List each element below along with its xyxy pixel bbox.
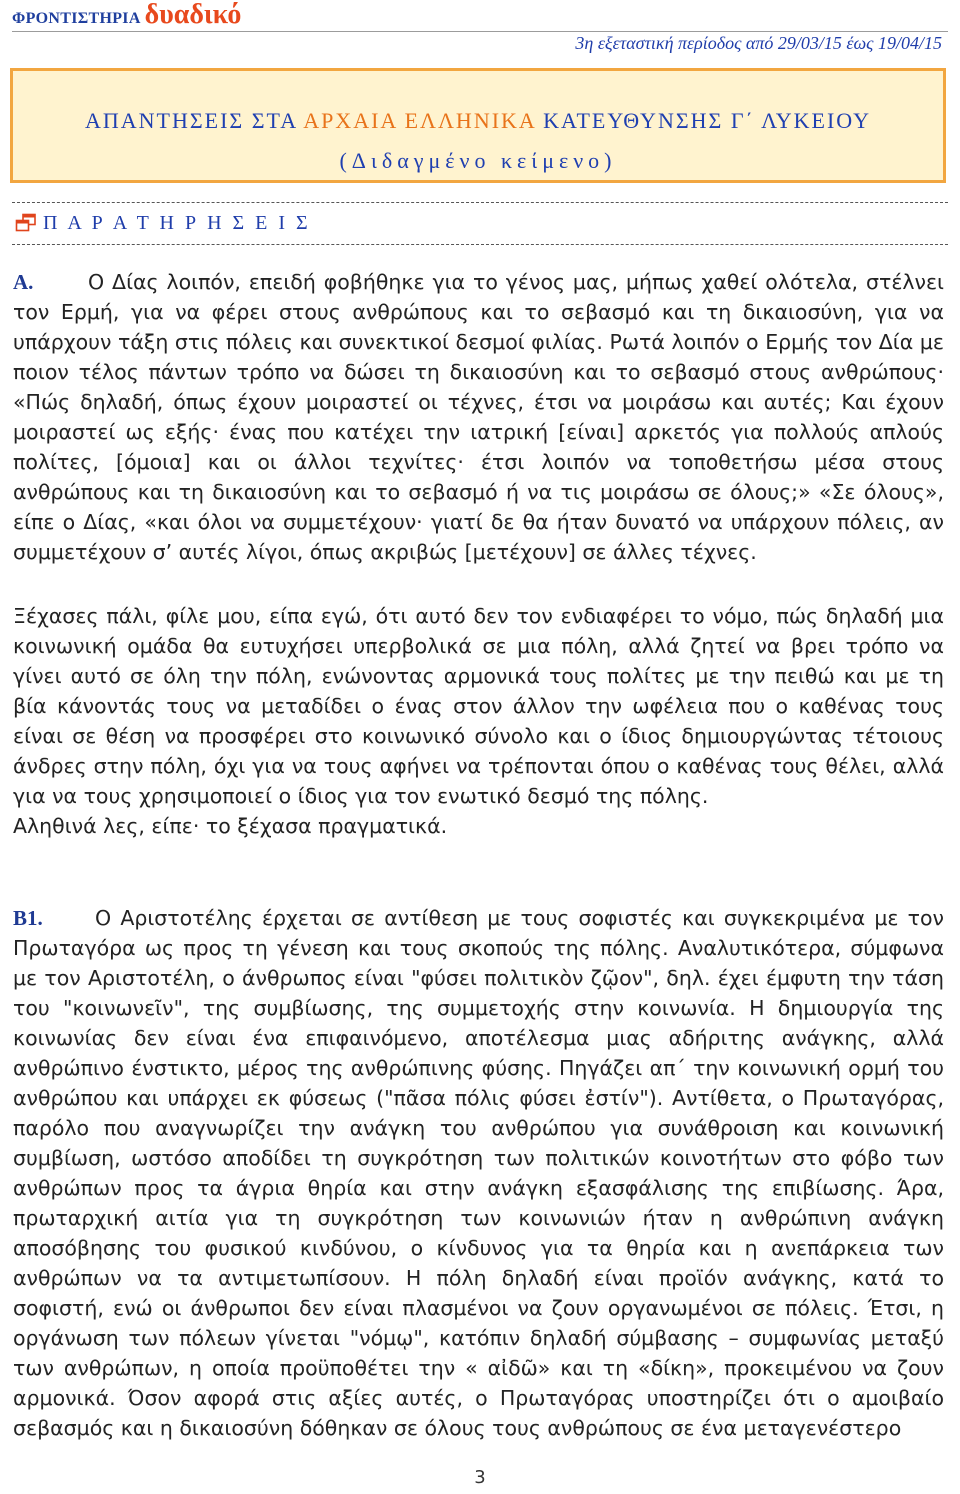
page-title [13,108,943,134]
brand-logo [12,0,241,34]
page-number: 3 [474,1467,486,1488]
exam-period: 3η εξεταστική περίοδος από 29/03/15 έως 19/04/15 [575,33,942,53]
title-box [10,68,946,183]
brand-name: δυαδικό [144,0,242,30]
brand-prefix: ΦΡΟΝΤΙΣΤΗΡΙΑ [12,10,141,27]
section-label-a: Α. [13,270,34,294]
title-part-grade: ΚΑΤΕΥΘΥΝΣΗΣ Γ΄ ΛΥΚΕΙΟΥ [543,108,871,133]
title-part-answers: ΑΠΑΝΤΗΣΕΙΣ ΣΤΑ [84,108,297,133]
answers-content [13,267,944,1443]
paragraph-a [13,267,944,567]
title-part-subject: ΑΡΧΑΙΑ ΕΛΛΗΝΙΚΑ [303,108,536,133]
page-subtitle: (Διδαγμένο κείμενο) [339,148,617,173]
paragraph-b1-text: Ο Αριστοτέλης έρχεται σε αντίθεση με τους σοφιστές και συγκεκριμένα με τον Πρωταγόρα ως προς τη γένεση και τους σκοπούς της πόλης. Αναλυτικότερα, σύμφωνα με τον Αριστοτέλη, ο άνθρωπος είναι "φύσει πολιτικὸν ζῷον", δηλ. έχει έμφυτη την τάση του "κοινωνεῖν", της συμβίωσης, της συμμετοχής στην κοινωνία. Η δημιουργία της κοινωνίας δεν είναι ένα επιφαινόμενο, αποτέλεσμα μιας αδήριτης ανάγκης, αλλά ανθρώπινο ένστικτο, μέρος της ανθρώπινης φύσης. Πηγάζει απ΄ την κοινωνική ορμή του ανθρώπου και υπάρχει εκ φύσεως ("πᾶσα πόλις φύσει ἐστίν"). Αντίθετα, ο Πρωταγόρας, παρόλο που αναγνωρίζει την ανάγκη του ανθρώπου για συνάθροιση και κοινωνική συμβίωση, ωστόσο αποδίδει τη συγκρότηση των πολιτικών κοινοτήτων στο φόβο των ανθρώπων προς τα άγρια θηρία και στην ανάγκη εξασφάλισης της επιβίωσης. Άρα, πρωταρχική αιτία για τη συγκρότηση των κοινωνιών ήταν η ανθρώπινη ανάγκη αποσόβησης του φυσικού κινδύνου, ο κίνδυνος για τα θηρία και η ανεπάρκεια των ανθρώπων να τα αντιμετωπίσουν. Η πόλη δηλαδή είναι προϊόν ανάγκης, κατά το σοφιστή, ενώ οι άνθρωποι δεν είναι πλασμένοι να ζουν οργανωμένοι σε πόλεις. Έτσι, η οργάνωση των πόλεων γίνεται "νόμῳ", κατόπιν δηλαδή σύμβασης – συμφωνίας μεταξύ των ανθρώπων, η οποία προϋποθέτει την « αἰδῶ» και τη «δίκη», προκειμένου να ζουν αρμονικά. Όσον αφορά στις αξίες αυτές, ο Πρωταγόρας υποστηρίζει ότι ο αμοιβαίο σεβασμός και η δικαιοσύνη δόθηκαν σε όλους τους ανθρώπους σε ένα μεταγενέστερο [13,906,944,1440]
dashed-divider-bottom [12,244,948,245]
dashed-divider-top [12,202,948,203]
section-label-b1: Β1. [13,906,43,930]
paragraph-a-text: Ο Δίας λοιπόν, επειδή φοβήθηκε για το γένος μας, μήπως χαθεί ολότελα, στέλνει τον Ερμή, για να φέρει στους ανθρώπους και το σεβασμό και τη δικαιοσύνη, για να υπάρχουν τάξη στις πόλεις και συνεκτικοί δεσμοί φιλίας. Ρωτά λοιπόν ο Ερμής τον Δία με ποιον τέλος πάντων τρόπο να δώσει τη δικαιοσύνη και το σεβασμό στους ανθρώπους· «Πώς δηλαδή, όπως έχουν μοιραστεί οι τέχνες, έτσι να μοιράσω και αυτές; Και έχουν μοιραστεί ως εξής· ένας που κατέχει την ιατρική [είναι] αρκετός για πολλούς απλούς πολίτες, [όμοια] και οι άλλοι τεχνίτες· έτσι λοιπόν να τοποθετήσω μέσα στους ανθρώπους και τη δικαιοσύνη και το σεβασμό ή να τις μοιράσω σε όλους;» «Σε όλους», είπε ο Δίας, «και όλοι να συμμετέχουν· γιατί δε θα ήταν δυνατό να υπάρχουν πόλεις, αν συμμετέχουν σ’ αυτές λίγοι, όπως ακριβώς [μετέχουν] σε άλλες τέχνες. [13,270,944,564]
paragraph-b1 [13,903,944,1443]
notes-heading [15,210,311,236]
windows-icon [15,213,37,233]
paragraph-a-reply: Ξέχασες πάλι, φίλε μου, είπα εγώ, ότι αυτό δεν τον ενδιαφέρει το νόμο, πώς δηλαδή μια κοινωνική ομάδα θα ευτυχήσει υπερβολικά σε μια πόλη, αλλά ζητεί να βρει τρόπο να γίνει αυτό σε όλη την πόλη, ενώνοντας αρμονικά τους πολίτες με την πειθώ και με τη βία κάνοντάς τους να μεταδίδει ο ένας στον άλλον την ωφέλεια που ο καθένας τους είναι σε θέση να προσφέρει στο κοινωνικό σύνολο και ο ίδιος δημιουργώντας τέτοιους άνδρες στην πόλη, όχι για να τους αφήνει να τρέπονται όπου ο καθένας τους θέλει, αλλά για να τους χρησιμοποιεί ο ίδιος για τον ενωτικό δεσμό της πόλης. [13,604,944,808]
paragraph-a-closing: Αληθινά λες, είπε· το ξέχασα πραγματικά. [13,814,448,838]
notes-label: Π Α Ρ Α Τ Η Ρ Η Σ Ε Ι Σ [43,211,311,234]
